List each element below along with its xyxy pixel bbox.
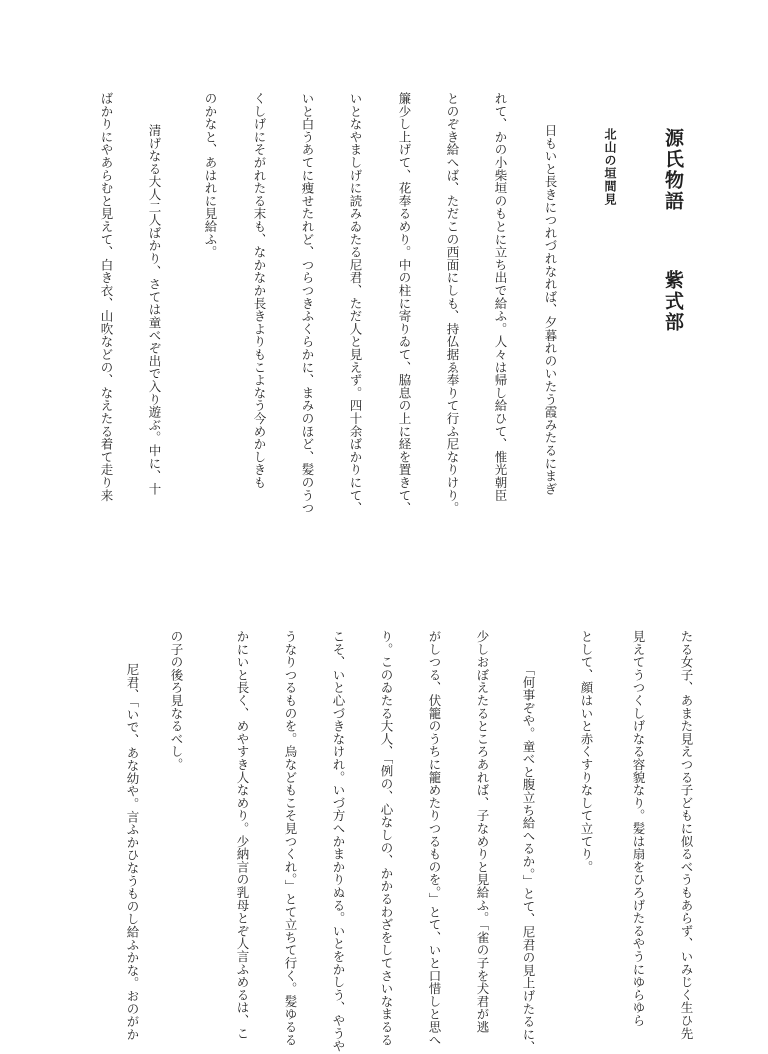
lower-line-8: こそ、いと心づきなけれ。いづ方へかまかりぬる。いとをかしう、やうや: [331, 630, 346, 1053]
lower-line-9: うなりつるものを。烏などもこそ見つくれ。」とて立ちて行く。髪ゆるる: [283, 630, 298, 1047]
lower-line-10: かにいと長く、めやすき人なめり。少納言の乳母とぞ人言ふめるは、こ: [235, 630, 250, 1040]
lower-line-2: 見えてうつくしげなる容貌なり。髪は扇をひろげたるやうにゆらゆら: [631, 630, 646, 1027]
upper-line-4: 簾少し上げて、花奉るめり。中の柱に寄りゐて、脇息の上に経を置きて、: [397, 92, 412, 515]
lower-line-7: り。このゐたる大人、「例の、心なしの、かかるわざをしてさいなまるる: [379, 630, 394, 1047]
upper-line-9: 清げなる大人二人ばかり、さては童べぞ出で入り遊ぶ。中に、十: [147, 124, 162, 496]
lower-line-12: 尼君、「いで、あな幼や。言ふかひなうものし給ふかな。おのがか: [125, 663, 140, 1041]
upper-line-10: ばかりにやあらむと見えて、白き衣、山吹などの、なえたる着て走り来: [99, 92, 114, 502]
upper-line-1: 日もいと長きにつれづれなれば、夕暮れのいたう霞みたるにまぎ: [543, 124, 558, 496]
lower-line-5: 少しおぼえたるところあれば、子なめりと見給ふ。「雀の子を犬君が逃: [475, 630, 490, 1034]
section-title: 北山の垣間見: [603, 128, 617, 206]
lower-line-3: として、顔はいと赤くすりなして立てり。: [579, 630, 594, 874]
lower-line-1: たる女子、あまた見えつる子どもに似るべうもあらず、いみじく生ひ先: [679, 630, 694, 1040]
author-name: 紫式部: [662, 270, 684, 333]
upper-line-2: れて、かの小柴垣のもとに立ち出で給ふ。人々は帰し給ひて、惟光朝臣: [493, 92, 508, 502]
upper-line-3: とのぞき給へば、ただこの西面にしも、持仏据ゑ奉りて行ふ尼なりけり。: [445, 92, 460, 515]
document-title: 源氏物語: [662, 128, 684, 212]
lower-line-11: の子の後ろ見なるべし。: [169, 630, 184, 771]
upper-line-8: のかなと、あはれに見給ふ。: [203, 92, 218, 259]
upper-line-7: くしげにそがれたる末も、なかなか長きよりもこよなう今めかしきも: [252, 92, 267, 489]
lower-line-6: がしつる、伏籠のうちに籠めたりつるものを。」とて、いと口惜しと思へ: [427, 630, 442, 1047]
upper-line-5: いとなやましげに読みゐたる尼君、ただ人と見えず。四十余ばかりにて、: [348, 92, 363, 515]
upper-line-6: いと白うあてに痩せたれど、つらつきふくらかに、まみのほど、髪のうつ: [300, 92, 315, 515]
lower-line-4: 「何事ぞや。童べと腹立ち給へるか。」とて、尼君の見上げたるに、: [521, 663, 536, 1054]
